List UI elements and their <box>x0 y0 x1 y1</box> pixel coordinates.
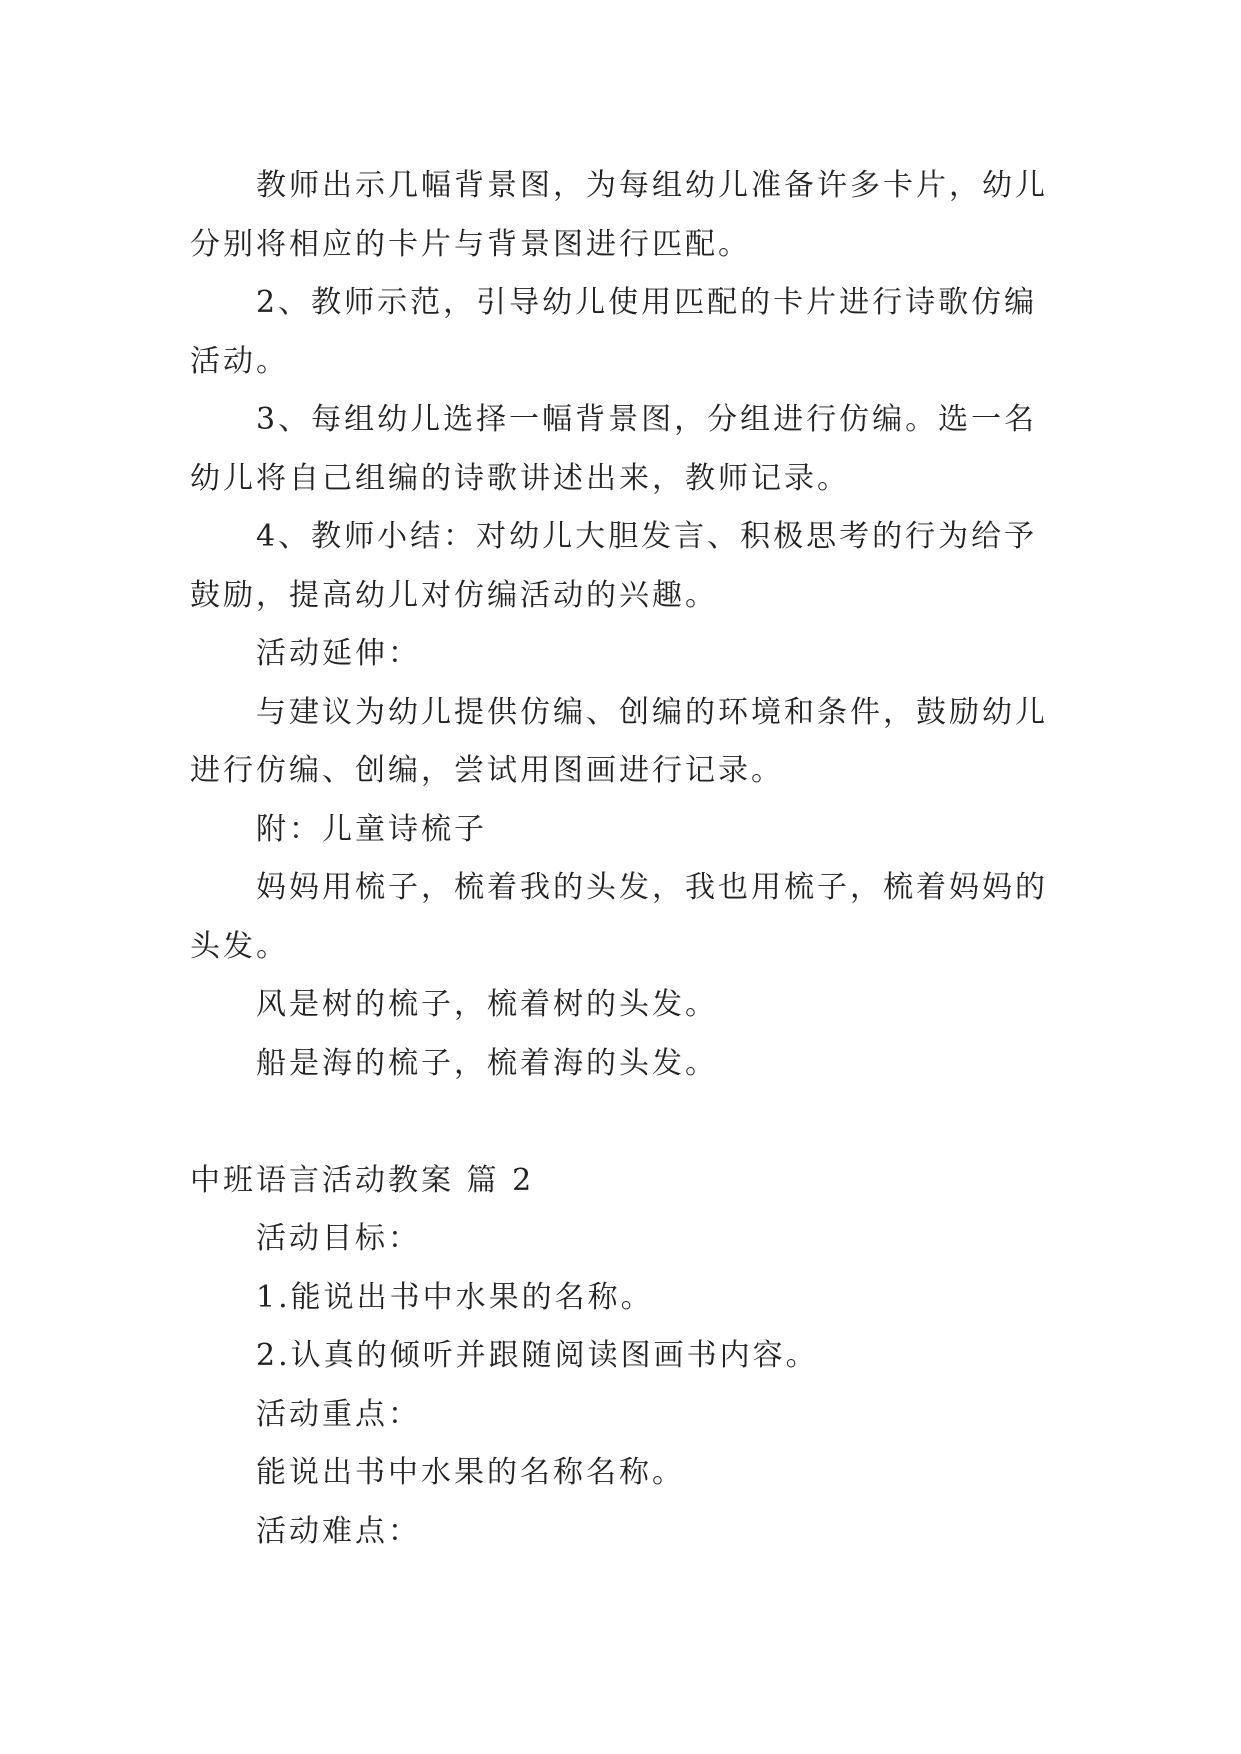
poem-line: 风是树的梳子，梳着树的头发。 <box>256 987 718 1022</box>
appendix-title: 附：儿童诗梳子 <box>256 812 487 847</box>
section-heading: 活动难点： <box>256 1514 421 1549</box>
section-heading: 活动目标： <box>256 1221 421 1256</box>
list-item: 1.能说出书中水果的名称。 <box>256 1280 654 1315</box>
paragraph-line: 教师出示几幅背景图，为每组幼儿准备许多卡片，幼儿 <box>256 168 1048 203</box>
list-item: 2.认真的倾听并跟随阅读图画书内容。 <box>256 1338 819 1373</box>
poem-line: 头发。 <box>190 929 289 964</box>
section-heading: 活动重点： <box>256 1397 421 1432</box>
paragraph-line: 3、每组幼儿选择一幅背景图，分组进行仿编。选一名 <box>256 402 1038 437</box>
lesson-title: 中班语言活动教案 篇 2 <box>190 1163 535 1198</box>
paragraph-line: 鼓励，提高幼儿对仿编活动的兴趣。 <box>190 578 718 613</box>
paragraph-line: 2、教师示范，引导幼儿使用匹配的卡片进行诗歌仿编 <box>256 285 1038 320</box>
paragraph-line: 进行仿编、创编，尝试用图画进行记录。 <box>190 753 784 788</box>
poem-line: 船是海的梳子，梳着海的头发。 <box>256 1046 718 1081</box>
paragraph-line: 幼儿将自己组编的诗歌讲述出来，教师记录。 <box>190 461 850 496</box>
section-heading: 活动延伸： <box>256 636 421 671</box>
paragraph-line: 活动。 <box>190 344 289 379</box>
paragraph-line: 4、教师小结：对幼儿大胆发言、积极思考的行为给予 <box>256 519 1038 554</box>
poem-line: 妈妈用梳子，梳着我的头发，我也用梳子，梳着妈妈的 <box>256 870 1048 905</box>
paragraph-line: 分别将相应的卡片与背景图进行匹配。 <box>190 227 751 262</box>
paragraph-line: 能说出书中水果的名称名称。 <box>256 1455 685 1490</box>
paragraph-line: 与建议为幼儿提供仿编、创编的环境和条件，鼓励幼儿 <box>256 695 1048 730</box>
